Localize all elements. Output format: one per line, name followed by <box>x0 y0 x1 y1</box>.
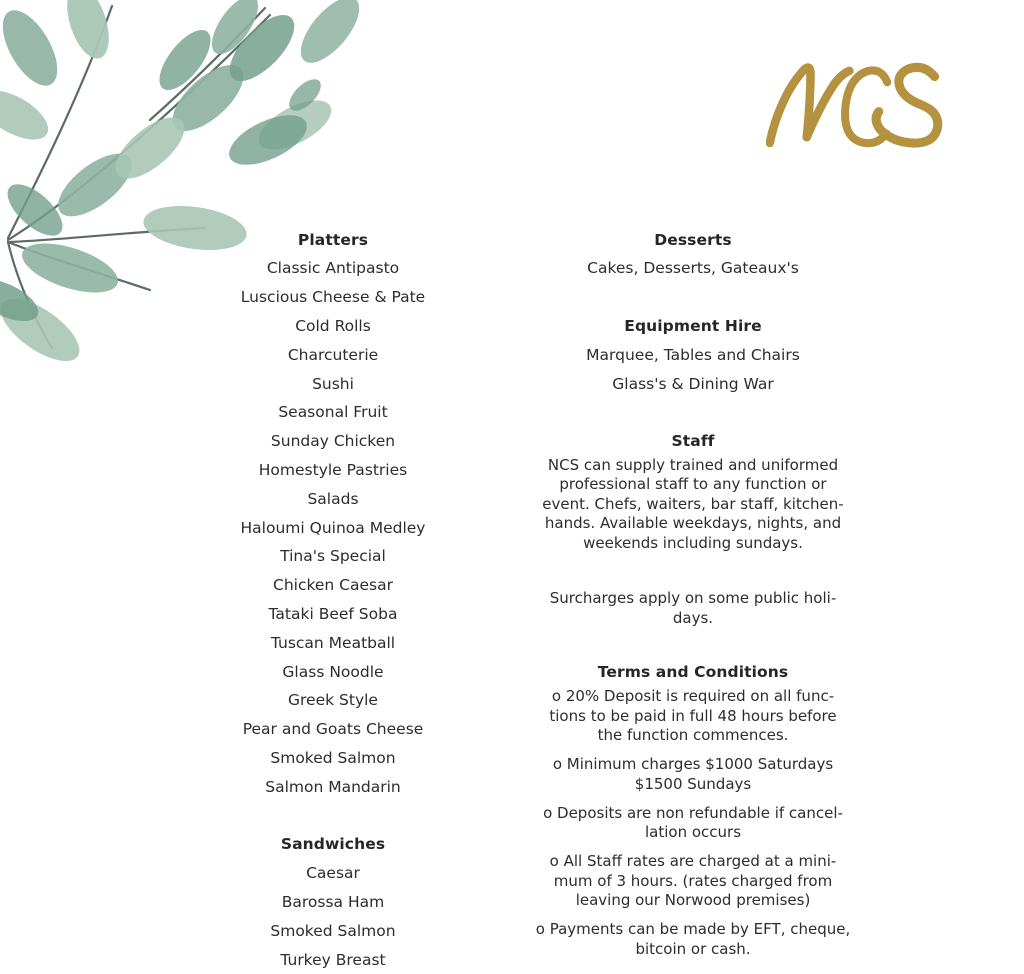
paragraph-line: o Payments can be made by EFT, cheque, <box>535 920 851 939</box>
paragraph-line: $1500 Sundays <box>634 774 752 793</box>
paragraph <box>503 456 883 554</box>
paragraph-line: o Deposits are non refundable if cancel- <box>543 803 843 822</box>
section-heading: Equipment Hire <box>624 316 762 335</box>
menu-item: Tina's Special <box>280 547 386 566</box>
menu-item: Salads <box>307 489 359 508</box>
paragraph <box>503 589 883 628</box>
section-heading: Staff <box>671 432 715 451</box>
paragraph-line: hands. Available weekdays, nights, and <box>544 514 842 533</box>
menu-item: Pear and Goats Cheese <box>242 720 424 739</box>
paragraph-line: lation occurs <box>644 823 742 842</box>
menu-section-staff <box>503 427 883 628</box>
section-heading: Platters <box>297 230 369 249</box>
menu-item: Chicken Caesar <box>273 576 393 595</box>
ncs-logo <box>766 60 946 150</box>
paragraph-line: weekends including sundays. <box>583 533 803 552</box>
paragraph-line: the function commences. <box>597 726 789 745</box>
paragraph <box>503 755 883 794</box>
menu-item: Smoked Salmon <box>270 748 396 767</box>
paragraph <box>503 804 883 843</box>
section-heading: Sandwiches <box>280 835 386 854</box>
menu-item: Tuscan Meatball <box>270 633 396 652</box>
menu-section-platters <box>183 226 483 802</box>
menu-item: Charcuterie <box>287 345 379 364</box>
right-column <box>503 226 883 960</box>
paragraph-line: o Minimum charges $1000 Saturdays <box>552 755 834 774</box>
paragraph-line: mum of 3 hours. (rates charged from <box>553 871 833 890</box>
paragraph-line: bitcoin or cash. <box>635 939 751 958</box>
paragraph-line: NCS can supply trained and uniformed <box>547 455 839 474</box>
paragraph-line: days. <box>672 608 714 627</box>
menu-item: Caesar <box>306 864 360 883</box>
menu-item: Tataki Beef Soba <box>268 604 398 623</box>
section-heading: Desserts <box>654 230 732 249</box>
menu-item: Classic Antipasto <box>266 259 400 278</box>
paragraph-line: professional staff to any function or <box>559 475 827 494</box>
menu-item: Cakes, Desserts, Gateaux's <box>587 259 799 278</box>
paragraph-line: o 20% Deposit is required on all func- <box>551 687 835 706</box>
paragraph-line: event. Chefs, waiters, bar staff, kitchen- <box>542 494 844 513</box>
menu-item: Homestyle Pastries <box>258 460 408 479</box>
menu-section-equipment-hire <box>503 312 883 398</box>
paragraph <box>503 852 883 911</box>
menu-item: Turkey Breast <box>280 950 386 969</box>
paragraph-line: leaving our Norwood premises) <box>575 891 811 910</box>
menu-section-sandwiches <box>183 830 483 974</box>
menu-item: Seasonal Fruit <box>278 403 388 422</box>
menu-item: Greek Style <box>288 691 378 710</box>
logo-letter-n <box>770 68 850 143</box>
section-heading: Terms and Conditions <box>597 663 789 682</box>
menu-item: Marquee, Tables and Chairs <box>586 345 800 364</box>
paragraph <box>503 687 883 746</box>
menu-item: Smoked Salmon <box>270 921 396 940</box>
menu-item: Glass's & Dining War <box>612 374 774 393</box>
menu-item: Sunday Chicken <box>270 432 396 451</box>
menu-item: Barossa Ham <box>281 892 385 911</box>
menu-item: Haloumi Quinoa Medley <box>240 518 426 537</box>
menu-item: Glass Noodle <box>282 662 384 681</box>
menu-item: Cold Rolls <box>295 316 371 335</box>
paragraph-line: Surcharges apply on some public holi- <box>549 589 837 608</box>
left-column <box>183 226 483 974</box>
paragraph <box>503 920 883 959</box>
menu-section-terms-and-conditions <box>503 658 883 959</box>
menu-item: Luscious Cheese & Pate <box>240 288 426 307</box>
menu-section-desserts <box>503 226 883 284</box>
paragraph-line: o All Staff rates are charged at a mini- <box>549 852 837 871</box>
paragraph-line: tions to be paid in full 48 hours before <box>549 706 837 725</box>
menu-item: Sushi <box>312 374 354 393</box>
menu-item: Salmon Mandarin <box>265 777 401 796</box>
